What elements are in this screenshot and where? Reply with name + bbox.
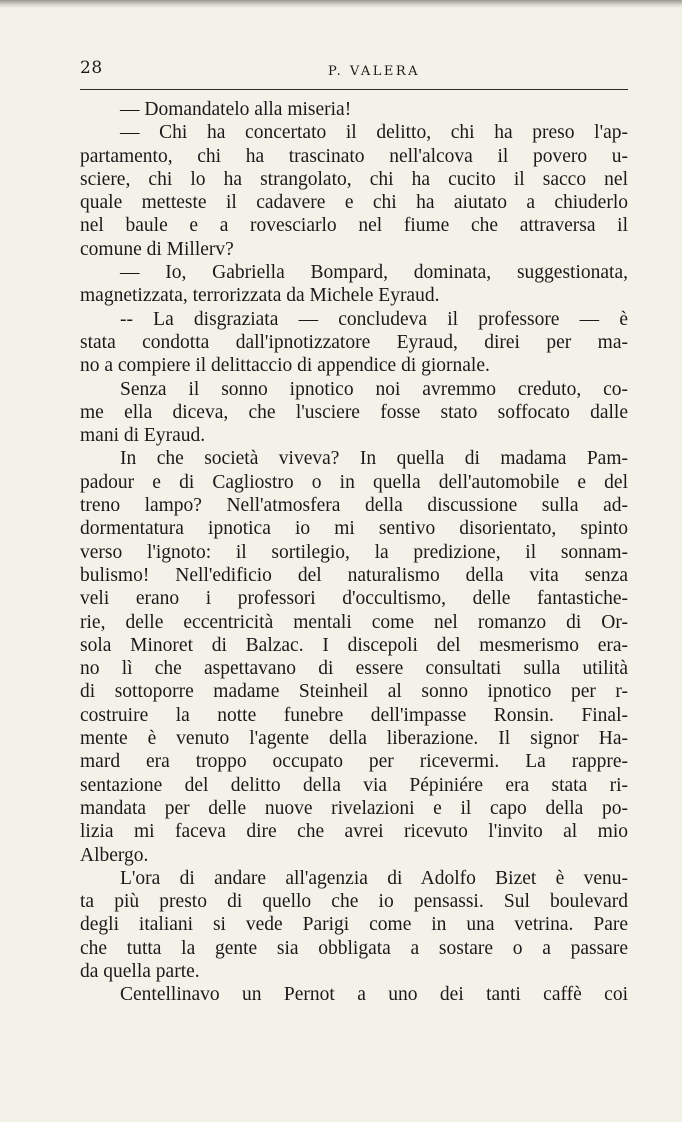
page-number: 28 [80,58,103,78]
page-top-edge [0,0,682,8]
text-line: no a compiere il delittaccio di appendice di giornale. [80,355,490,377]
text-line: — Chi ha concertato il delitto, chi ha preso l'ap- [120,122,628,144]
text-line: padour e di Cagliostro o in quella dell'automobile e del [80,471,628,493]
text-line: mard era troppo occupato per ricevermi. La rappre- [80,751,628,773]
text-line: nel baule e a rovesciarlo nel fiume che attraversa il [80,215,628,237]
text-line: In che società viveva? In quella di madama Pam- [120,448,628,470]
running-head: P. VALERA [327,64,421,79]
text-line: quale metteste il cadavere e chi ha aiutato a chiuderlo [80,192,628,214]
text-line: Centellinavo un Pernot a uno dei tanti caffè coi [120,984,628,1006]
text-line: dormentatura ipnotica io mi sentivo disorientato, spinto [80,518,628,540]
text-line: ta più presto di quello che io pensassi. Sul boulevard [80,891,628,913]
text-line: Senza il sonno ipnotico noi avremmo creduto, co- [120,378,628,400]
text-line: L'ora di andare all'agenzia di Adolfo Bizet è venu- [120,867,628,889]
page-header [80,58,628,86]
text-line: comune di Millerv? [80,238,234,260]
text-line: stata condotta dall'ipnotizzatore Eyraud, direi per ma- [80,331,628,353]
text-line: — Domandatelo alla miseria! [120,99,352,120]
text-line: mandata per delle nuove rivelazioni e il capo della po- [80,797,628,819]
text-line: che tutta la gente sia obbligata a sostare o a passare [80,937,628,959]
text-line: partamento, chi ha trascinato nell'alcova il povero u- [80,145,628,167]
text-line: sciere, chi lo ha strangolato, chi ha cucito il sacco nel [80,168,628,190]
text-line: verso l'ignoto: il sortilegio, la predizione, il sonnam- [80,541,628,563]
text-line: -- La disgraziata — concludeva il professore — è [120,308,628,330]
body-text [80,98,628,1007]
text-line: sentazione del delitto della via Pépiniére era stata ri- [80,774,628,796]
text-line: da quella parte. [80,960,200,982]
text-line: bulismo! Nell'edificio del naturalismo della vita senza [80,564,628,586]
text-line: Albergo. [80,844,149,866]
text-line: magnetizzata, terrorizzata da Michele Eyraud. [80,285,440,307]
text-line: costruire la notte funebre dell'impasse Ronsin. Final- [80,704,628,726]
header-rule [80,89,628,90]
text-line: no lì che aspettavano di essere consultati sulla utilità [80,658,628,680]
text-line: di sottoporre madame Steinheil al sonno ipnotico per r- [80,681,628,703]
text-line: lizia mi faceva dire che avrei ricevuto l'invito al mio [80,821,628,843]
text-line: veli erano i professori d'occultismo, delle fantastiche- [80,588,628,610]
text-line: degli italiani si vede Parigi come in una vetrina. Pare [80,914,628,936]
text-line: treno lampo? Nell'atmosfera della discussione sulla ad- [80,495,628,517]
text-line: sola Minoret di Balzac. I discepoli del mesmerismo era- [80,634,628,656]
text-line: mani di Eyraud. [80,425,206,447]
text-line: me ella diceva, che l'usciere fosse stato soffocato dalle [80,401,628,423]
text-line: — Io, Gabriella Bompard, dominata, suggestionata, [120,262,628,284]
text-line: mente è venuto l'agente della liberazione. Il signor Ha- [80,728,628,750]
text-line: rie, delle eccentricità mentali come nel romanzo di Or- [80,611,628,633]
